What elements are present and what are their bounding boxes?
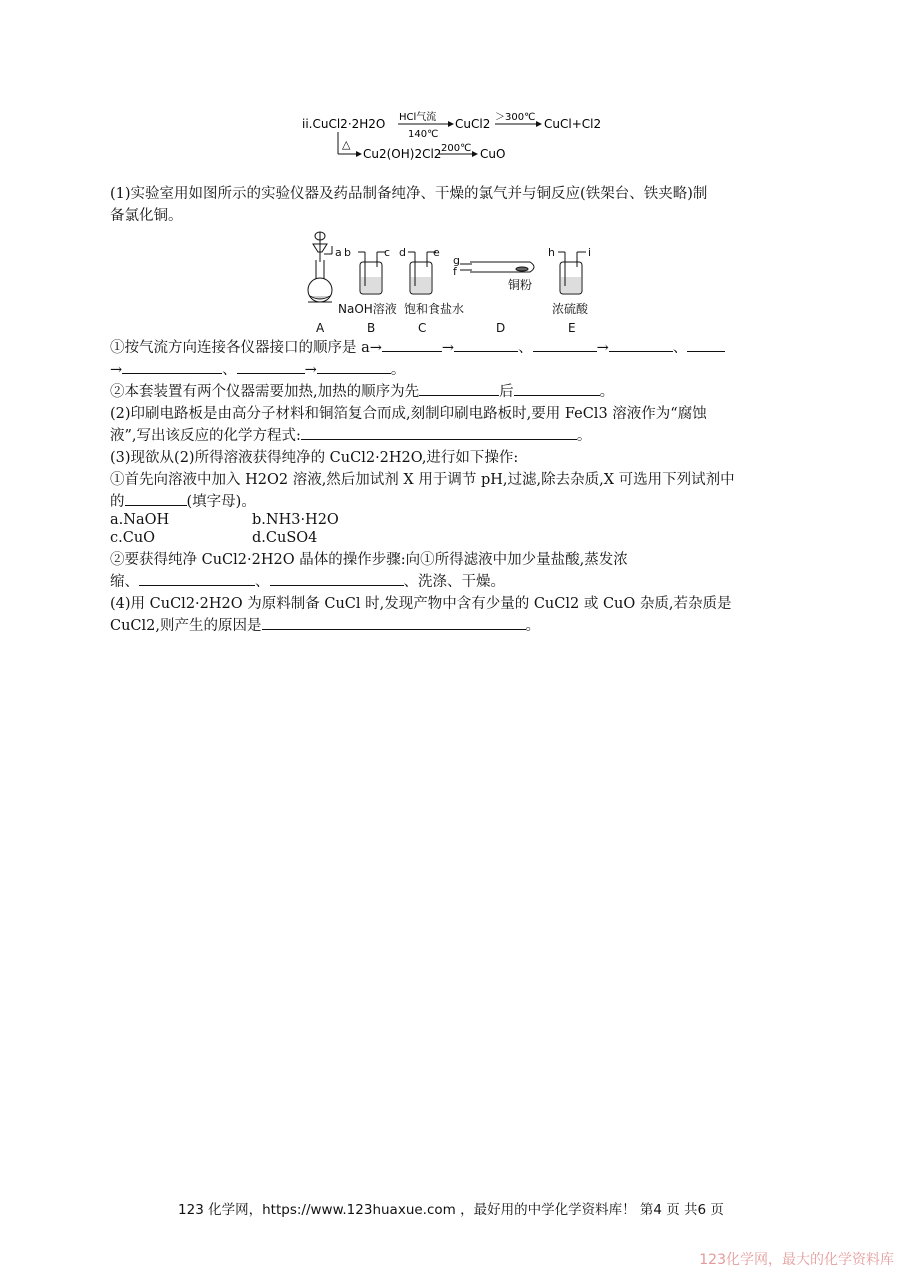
q3-sub2-line1: ②要获得纯净 CuCl2·2H2O 晶体的操作步骤:向①所得滤液中加少量盐酸,蒸发浓 — [110, 552, 628, 568]
port-b: b — [344, 246, 351, 259]
page-footer: 123 化学网，https://www.123huaxue.com ，最好用的中学化学资料库！ 第4 页 共6 页 — [178, 1202, 724, 1218]
q2-text-line2: 液”,写出该反应的化学方程式: 。 — [110, 424, 591, 445]
reagent-B: NaOH溶液 — [338, 302, 397, 316]
q4-text-line2: CuCl2,则产生的原因是 。 — [110, 614, 540, 635]
scheme-cond1-bottom: 140℃ — [408, 129, 439, 140]
option-a: a.NaOH — [110, 512, 170, 528]
answer-blank[interactable] — [382, 337, 442, 352]
answer-blank[interactable] — [419, 381, 499, 396]
label-D: D — [496, 321, 506, 335]
q3-text-line1: (3)现欲从(2)所得溶液获得纯净的 CuCl2·2H2O,进行如下操作: — [110, 450, 519, 466]
port-g: g — [453, 254, 460, 267]
q4-text-line1: (4)用 CuCl2·2H2O 为原料制备 CuCl 时,发现产物中含有少量的 CuCl2 或 CuO 杂质,若杂质是 — [110, 596, 732, 612]
answer-blank[interactable] — [139, 571, 255, 586]
answer-blank[interactable] — [237, 359, 305, 374]
reagent-D: 铜粉 — [508, 278, 533, 292]
answer-blank[interactable] — [454, 337, 518, 352]
apparatus-C-bottle — [408, 252, 436, 294]
q3-sub2-line2: 缩、 、 、洗涤、干燥。 — [110, 570, 505, 591]
port-c: c — [384, 246, 391, 259]
answer-blank[interactable] — [687, 337, 725, 352]
scheme-branch-product: Cu2(OH)2Cl2 — [363, 147, 442, 161]
answer-blank[interactable] — [609, 337, 673, 352]
option-b: b.NH3·H2O — [252, 512, 339, 528]
scheme-product2: CuCl+Cl2 — [544, 117, 602, 131]
label-A: A — [316, 321, 325, 335]
scheme-branch-final: CuO — [480, 147, 506, 161]
option-d: d.CuSO4 — [252, 530, 318, 546]
apparatus-B-bottle — [358, 252, 386, 294]
port-d: d — [399, 246, 406, 259]
answer-blank[interactable] — [514, 381, 600, 396]
scheme-reactant: ii.CuCl2·2H2O — [302, 117, 386, 131]
answer-blank[interactable] — [122, 359, 222, 374]
apparatus-A-flask — [308, 232, 332, 302]
q3-sub1-line2: 的 (填字母)。 — [110, 490, 256, 511]
label-E: E — [568, 321, 576, 335]
port-a: a — [335, 246, 342, 259]
q2-text-line1: (2)印刷电路板是由高分子材料和铜箔复合而成,刻制印刷电路板时,要用 FeCl3 溶液作为“腐蚀 — [110, 406, 707, 422]
scheme-cond2-top: ＞300℃ — [495, 112, 536, 123]
watermark: 123化学网，最大的化学资料库 — [699, 1252, 894, 1268]
port-e: e — [433, 246, 440, 259]
label-C: C — [418, 321, 427, 335]
q3-sub1-line1: ①首先向溶液中加入 H2O2 溶液,然后加试剂 X 用于调节 pH,过滤,除去杂质,X 可选用下列试剂中 — [110, 472, 735, 488]
scheme-cond3-top: 200℃ — [441, 143, 472, 154]
answer-blank[interactable] — [301, 425, 577, 440]
apparatus-E-bottle — [558, 252, 586, 294]
reagent-E: 浓硫酸 — [552, 302, 589, 316]
scheme-cond1-top: HCl气流 — [399, 112, 437, 123]
reaction-scheme — [300, 110, 620, 170]
answer-blank[interactable] — [317, 359, 391, 374]
option-c: c.CuO — [110, 530, 156, 546]
answer-blank[interactable] — [270, 571, 404, 586]
q1-sub1-line2: → 、 → 。 — [110, 358, 405, 379]
port-f: f — [453, 265, 457, 278]
port-h: h — [548, 246, 555, 259]
q1-text-line2: 备氯化铜。 — [110, 208, 183, 224]
port-i: i — [588, 246, 592, 259]
answer-blank[interactable] — [125, 491, 187, 506]
reagent-C: 饱和食盐水 — [404, 302, 465, 316]
q1-sub2: ②本套装置有两个仪器需要加热,加热的顺序为先 后 。 — [110, 380, 614, 401]
label-B: B — [367, 321, 376, 335]
scheme-product1: CuCl2 — [455, 117, 491, 131]
apparatus-D-tube — [460, 262, 534, 272]
q1-sub1-line1: ①按气流方向连接各仪器接口的顺序是 a→ → 、 → 、 — [110, 336, 725, 357]
answer-blank[interactable] — [533, 337, 597, 352]
answer-blank[interactable] — [262, 615, 526, 630]
q1-text-line1: (1)实验室用如图所示的实验仪器及药品制备纯净、干燥的氯气并与铜反应(铁架台、铁夹略)制 — [110, 186, 708, 202]
scheme-heat-symbol: △ — [342, 138, 351, 151]
apparatus-diagram — [300, 222, 600, 338]
